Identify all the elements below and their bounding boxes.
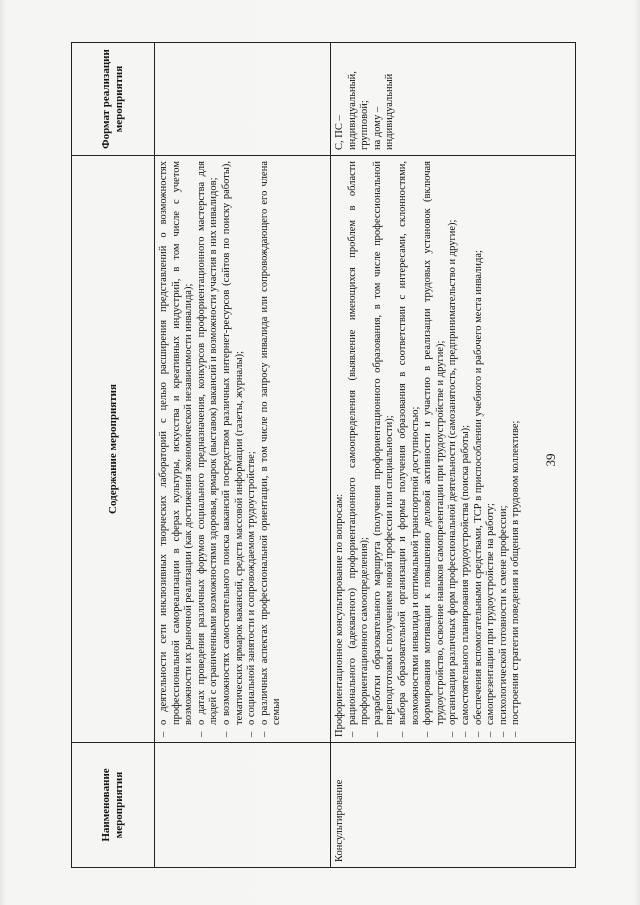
row2-intro: Профориентационное консультирование по вопросам: (334, 493, 345, 737)
header-content: Содержание мероприятия (72, 156, 155, 743)
row1-content-cell (155, 156, 331, 743)
list-item: – выбора образовательной организации и формы получения образования в соответствии с интересами, склонностями, возможностями инвалида и оптимальной транспортной доступностью; (397, 161, 422, 737)
list-item: – о деятельности сети инклюзивных творческих лабораторий с целью расширения представлений о возможностях профессиональной самореализации в сферах культуры, искусства и креативных индустрий, в том числе с учетом возможности их рыночной реализации (как достижения экономической независимости инвалида); (158, 161, 196, 737)
list-item: – построения стратегии поведения и общения в трудовом коллективе; (510, 161, 523, 737)
page-number: 39 (543, 453, 558, 467)
list-item: – организации различных форм профессиональной деятельности (самозанятость, предпринимательство и другие); (447, 161, 460, 737)
row2-format-cell (331, 43, 576, 156)
format-line: на дому – (371, 106, 383, 150)
list-item: – обеспечения вспомогательными средствами, ТСР в приспособлении учебного и рабочего места инвалида; (473, 161, 486, 737)
row1-item-list (158, 161, 284, 737)
list-item: – рационального (адекватного) профориентационного самоопределения (выявление имеющихся проблем в области профориентационного самоопределения); (347, 161, 372, 737)
list-item: – самопрезентации при трудоустройстве на работу; (485, 161, 498, 737)
list-item: – формирования мотивации к повышению деловой активности и участию в реализации трудовых установок (включая трудоустройство, освоение навыков самопрезентации при трудоустройстве и другие); (422, 161, 447, 737)
row1-name-cell (155, 743, 331, 868)
row2-content-cell (331, 156, 576, 743)
list-item: – самостоятельного планирования трудоустройства (поиска работы); (460, 161, 473, 737)
row1-format-cell (155, 43, 331, 156)
row2-name-cell: Консультирование (331, 743, 576, 868)
document-sheet (71, 43, 576, 868)
format-line: С, ПС – (334, 115, 345, 150)
list-item: – о возможностях самостоятельного поиска вакансий посредством различных интернет-ресурсов (сайтов по поиску работы), тематических ярмарок вакансий, средств массовой информации (газеты, журналы); (221, 161, 246, 737)
list-item: – разработки образовательного маршрута (получения профориентационного образования, в том числе профессиональной переподготовки с получением новой профессии или специальности); (372, 161, 397, 737)
format-line: индивидуальный (384, 73, 396, 150)
header-format: Формат реализации мероприятия (72, 43, 155, 156)
row2-item-list (347, 161, 523, 737)
format-line: групповой; (359, 100, 371, 150)
list-item: – о различных аспектах профессиональной ориентации, в том числе по запросу инвалида или сопровождающего его члена семьи (259, 161, 284, 737)
table-header-row (72, 43, 155, 868)
table-row (331, 43, 576, 868)
list-item: – психологической готовности к смене профессии; (498, 161, 511, 737)
header-name: Наименование мероприятия (72, 743, 155, 868)
measures-table (71, 42, 576, 868)
table-row (155, 43, 331, 868)
list-item: – о датах проведения различных форумов социального предназначения, конкурсов профориентационного мастерства для людей с ограниченными возможностями здоровья, ярмарок (выставок) вакансий и возможности участия в них инвалидов; (196, 161, 221, 737)
format-line: индивидуальный, (346, 71, 358, 150)
list-item: – о социальной занятости и сопровождаемом трудоустройстве; (246, 161, 259, 737)
